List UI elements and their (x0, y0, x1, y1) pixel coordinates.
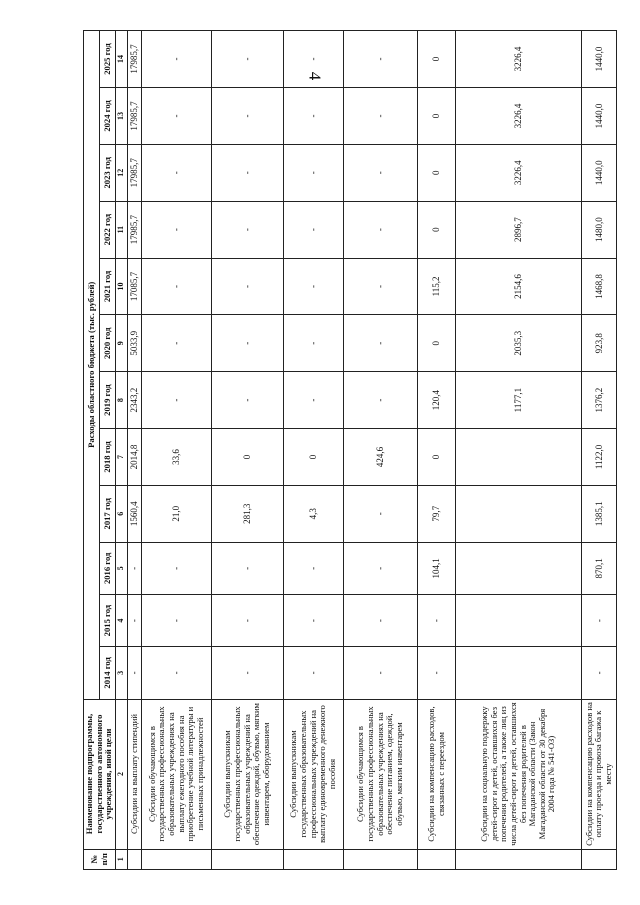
row-number (418, 849, 456, 869)
row-value: 33,6 (142, 429, 212, 486)
index-year: 6 (116, 485, 128, 542)
row-number (582, 849, 617, 869)
row-value (456, 647, 582, 699)
row-value: - (128, 647, 142, 699)
row-number (142, 849, 212, 869)
row-value: - (142, 88, 212, 145)
row-value: 424,6 (344, 429, 418, 486)
row-value: 2035,3 (456, 315, 582, 372)
row-value: - (284, 31, 344, 88)
row-value: 1177,1 (456, 372, 582, 429)
row-name: Субсидии на выплату стипендий (128, 699, 142, 849)
row-number (344, 849, 418, 869)
row-value: - (284, 542, 344, 594)
row-value: - (582, 647, 617, 699)
header-year: 2024 год (100, 88, 116, 145)
row-value: 3226,4 (456, 144, 582, 201)
row-value: 2014,8 (128, 429, 142, 486)
row-value: 0 (418, 429, 456, 486)
row-value: - (344, 372, 418, 429)
header-expenses-group: Расходы областного бюджета (тыс. рублей) (84, 31, 100, 700)
row-name: Субсидии выпускникам государственных профессиональных образовательных учреждений на обеспечение одеждой, обувью, мягким инвентарем, оборудованием (212, 699, 284, 849)
row-value: 2343,2 (128, 372, 142, 429)
row-value: - (284, 372, 344, 429)
row-value: - (212, 594, 284, 646)
index-name: 2 (116, 699, 128, 849)
row-value: 17985,7 (128, 144, 142, 201)
row-value: - (142, 372, 212, 429)
row-value (456, 594, 582, 646)
page-number: 4 (305, 71, 325, 81)
table-row (344, 31, 418, 870)
row-value: - (344, 201, 418, 258)
table-body (128, 31, 617, 870)
row-value: - (344, 88, 418, 145)
row-value: 0 (418, 201, 456, 258)
row-value: 115,2 (418, 258, 456, 315)
row-value: - (142, 144, 212, 201)
row-value: - (212, 542, 284, 594)
row-value: 281,3 (212, 485, 284, 542)
row-value: 3226,4 (456, 88, 582, 145)
row-value: - (284, 594, 344, 646)
row-value: - (142, 201, 212, 258)
row-value: 0 (418, 144, 456, 201)
row-number (128, 849, 142, 869)
row-value (456, 485, 582, 542)
index-year: 12 (116, 144, 128, 201)
row-value: 1440,0 (582, 144, 617, 201)
row-value: 1122,0 (582, 429, 617, 486)
row-value: 1480,0 (582, 201, 617, 258)
row-number (456, 849, 582, 869)
row-value: 1385,1 (582, 485, 617, 542)
row-value: - (582, 594, 617, 646)
row-value: 3226,4 (456, 31, 582, 88)
row-value: 0 (212, 429, 284, 486)
table-row (142, 31, 212, 870)
header-year: 2019 год (100, 372, 116, 429)
row-value: 5033,9 (128, 315, 142, 372)
header-year: 2017 год (100, 485, 116, 542)
header-year: 2016 год (100, 542, 116, 594)
row-value: - (284, 144, 344, 201)
row-number (284, 849, 344, 869)
budget-table (83, 30, 617, 870)
row-value: - (142, 647, 212, 699)
index-year: 5 (116, 542, 128, 594)
row-value: - (344, 315, 418, 372)
row-value: 1376,2 (582, 372, 617, 429)
row-value: - (212, 31, 284, 88)
row-value: - (142, 315, 212, 372)
row-value (456, 429, 582, 486)
row-value: 120,4 (418, 372, 456, 429)
row-value: - (284, 88, 344, 145)
header-year: 2015 год (100, 594, 116, 646)
row-value: - (128, 594, 142, 646)
row-value: - (284, 201, 344, 258)
row-name: Субсидии на компенсацию расходов на оплату проезда и провоза багажа к месту (582, 699, 617, 849)
row-value: - (212, 258, 284, 315)
table-row (284, 31, 344, 870)
row-value: - (344, 485, 418, 542)
header-year: 2020 год (100, 315, 116, 372)
row-value: - (418, 647, 456, 699)
row-value: 0 (418, 315, 456, 372)
table-row (212, 31, 284, 870)
index-year: 11 (116, 201, 128, 258)
row-value: 1560,4 (128, 485, 142, 542)
row-value: - (212, 315, 284, 372)
row-value: 4,3 (284, 485, 344, 542)
row-value: 2896,7 (456, 201, 582, 258)
header-year: 2018 год (100, 429, 116, 486)
index-year: 13 (116, 88, 128, 145)
row-value: - (344, 144, 418, 201)
header-year: 2021 год (100, 258, 116, 315)
index-year: 3 (116, 647, 128, 699)
row-value: 923,8 (582, 315, 617, 372)
index-year: 8 (116, 372, 128, 429)
row-name: Субсидии выпускникам государственных образовательных профессиональных учреждений на выплату единовременного денежного пособия (284, 699, 344, 849)
row-value: - (212, 372, 284, 429)
row-value: 21,0 (142, 485, 212, 542)
row-value: 104,1 (418, 542, 456, 594)
row-value: 17985,7 (128, 201, 142, 258)
row-value: 17985,7 (128, 31, 142, 88)
row-value: 1440,0 (582, 88, 617, 145)
row-value: 17985,7 (128, 88, 142, 145)
row-value: - (142, 31, 212, 88)
row-value: 79,7 (418, 485, 456, 542)
row-value: - (344, 258, 418, 315)
row-value: - (344, 594, 418, 646)
row-value: - (284, 647, 344, 699)
row-value: - (344, 542, 418, 594)
row-value: 1440,0 (582, 31, 617, 88)
row-value: 0 (284, 429, 344, 486)
index-year: 7 (116, 429, 128, 486)
row-value: 0 (418, 31, 456, 88)
row-value: 870,1 (582, 542, 617, 594)
row-value: - (212, 647, 284, 699)
row-value (456, 542, 582, 594)
row-value: - (284, 315, 344, 372)
row-value: - (344, 647, 418, 699)
index-year: 4 (116, 594, 128, 646)
table-row (418, 31, 456, 870)
row-name: Субсидии обучающимся в государственных профессиональных образовательных учреждениях на выплату ежегодного пособия на приобретение учебной литературы и письменных принадлежностей (142, 699, 212, 849)
table-row (582, 31, 617, 870)
header-year: 2023 год (100, 144, 116, 201)
table-row (456, 31, 582, 870)
index-number: 1 (116, 849, 128, 869)
header-year: 2025 год (100, 31, 116, 88)
row-value: - (142, 542, 212, 594)
row-value: 1468,8 (582, 258, 617, 315)
row-value: - (128, 542, 142, 594)
row-value: - (418, 594, 456, 646)
header-year: 2022 год (100, 201, 116, 258)
row-value: - (142, 258, 212, 315)
index-year: 10 (116, 258, 128, 315)
header-name: Наименование подпрограммы, государственного автономного учреждения, иной цели (84, 699, 116, 849)
row-value: - (142, 594, 212, 646)
row-name: Субсидии на социальную поддержку детей-сирот и детей, оставшихся без попечения родителей, а также лиц из числа детей-сирот и детей, оставшихся без попечения родителей в Магаданской области (Закон Магаданской области от 30 декабря 2004 года № 541-ОЗ) (456, 699, 582, 849)
row-value: - (212, 201, 284, 258)
row-value: 0 (418, 88, 456, 145)
table-row (128, 31, 142, 870)
row-value: 2154,6 (456, 258, 582, 315)
row-name: Субсидии обучающимся в государственных профессиональных образовательных учреждениях на обеспечение питанием, одеждой, обувью, мягким инвентарем (344, 699, 418, 849)
index-year: 9 (116, 315, 128, 372)
row-value: - (212, 88, 284, 145)
row-name: Субсидии на компенсацию расходов, связанных с переездом (418, 699, 456, 849)
header-year: 2014 год (100, 647, 116, 699)
rotated-table-container (83, 30, 613, 870)
row-number (212, 849, 284, 869)
header-number: № п/п (84, 849, 116, 869)
row-value: - (212, 144, 284, 201)
row-value: - (344, 31, 418, 88)
header-index-row (116, 31, 128, 870)
row-value: 17085,7 (128, 258, 142, 315)
row-value: - (284, 258, 344, 315)
index-year: 14 (116, 31, 128, 88)
